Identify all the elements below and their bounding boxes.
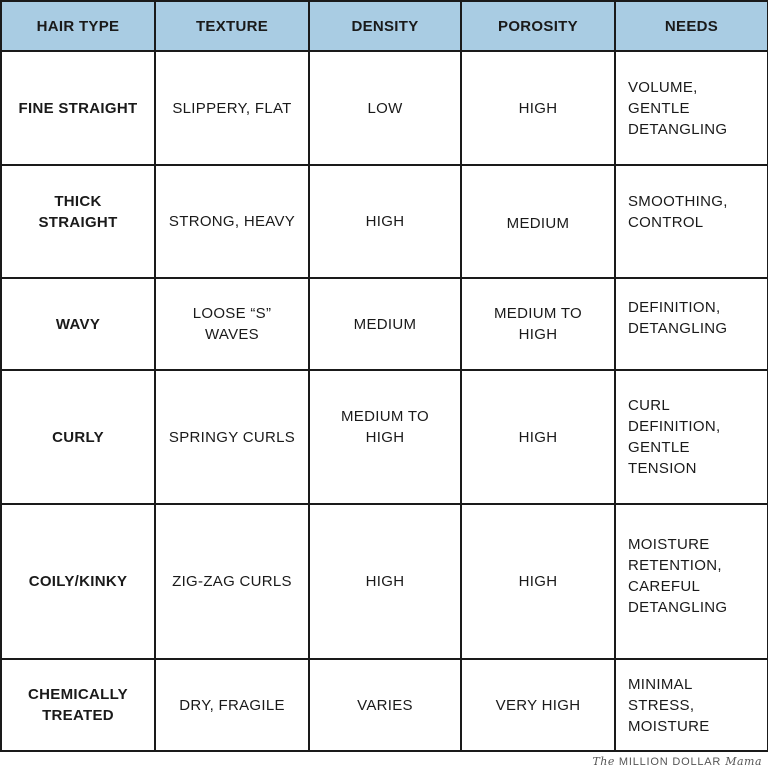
cell-text: VERY HIGH — [495, 696, 581, 714]
header-density: DENSITY — [309, 1, 461, 51]
cell-text: WAVES — [204, 326, 259, 343]
needs-line: RETENTION, — [628, 556, 722, 574]
cell-text: MEDIUM TO — [341, 408, 429, 425]
cell-text: LOW — [367, 99, 403, 117]
needs-line: DETANGLING — [628, 120, 728, 138]
cell-density — [309, 504, 461, 659]
cell-hair-type — [1, 370, 155, 504]
cell-hair-type — [1, 165, 155, 278]
needs-line: SMOOTHING, — [628, 192, 728, 210]
header-needs: NEEDS — [615, 1, 768, 51]
cell-density — [309, 659, 461, 751]
cell-needs — [615, 659, 768, 751]
cell-text: HIGH — [365, 429, 405, 446]
needs-line: TENSION — [628, 460, 697, 477]
cell-density — [309, 51, 461, 165]
cell-texture — [155, 659, 309, 751]
table-row — [1, 165, 768, 278]
header-texture: TEXTURE — [155, 1, 309, 51]
cell-hair-type — [1, 51, 155, 165]
cell-text: HIGH — [518, 428, 558, 446]
cell-text: HIGH — [518, 573, 558, 590]
cell-text: MEDIUM — [506, 215, 570, 232]
cell-text: STRONG, HEAVY — [168, 213, 296, 230]
brand-watermark — [592, 755, 762, 768]
watermark-prefix: The — [592, 755, 615, 768]
cell-texture — [155, 504, 309, 659]
cell-porosity — [461, 504, 615, 659]
needs-line: MOISTURE — [628, 535, 710, 553]
cell-density — [309, 165, 461, 278]
cell-porosity — [461, 278, 615, 370]
cell-text: SPRINGY CURLS — [168, 428, 296, 446]
table-header-row — [1, 1, 768, 51]
table-row — [1, 370, 768, 504]
needs-line: MOISTURE — [628, 717, 710, 735]
needs-line: DEFINITION, — [628, 299, 721, 316]
cell-hair-type — [1, 504, 155, 659]
cell-text: MEDIUM — [353, 315, 417, 333]
header-porosity: POROSITY — [461, 1, 615, 51]
header-hair-type: HAIR TYPE — [1, 1, 155, 51]
cell-text: HIGH — [518, 99, 558, 117]
needs-line: CAREFUL — [628, 577, 701, 595]
cell-text: HIGH — [365, 573, 405, 590]
needs-line: DETANGLING — [628, 320, 728, 337]
needs-line: STRESS, — [628, 696, 695, 714]
table-row — [1, 278, 768, 370]
needs-line: GENTLE — [628, 99, 690, 117]
watermark-caps: MILLION DOLLAR — [618, 756, 722, 768]
cell-text: COILY/KINKY — [28, 573, 128, 590]
cell-text: TREATED — [42, 707, 114, 724]
needs-line: DEFINITION, — [628, 418, 721, 435]
cell-needs — [615, 504, 768, 659]
cell-texture — [155, 165, 309, 278]
cell-text: SLIPPERY, FLAT — [172, 99, 292, 117]
cell-text: MEDIUM TO — [494, 305, 582, 322]
cell-porosity — [461, 370, 615, 504]
cell-texture — [155, 278, 309, 370]
cell-porosity — [461, 659, 615, 751]
cell-needs — [615, 165, 768, 278]
cell-hair-type — [1, 659, 155, 751]
cell-text: HIGH — [365, 213, 405, 230]
cell-text: CURLY — [52, 428, 104, 446]
cell-text: ZIG-ZAG CURLS — [172, 573, 292, 590]
cell-density — [309, 370, 461, 504]
table-row — [1, 659, 768, 751]
table-row — [1, 504, 768, 659]
cell-density — [309, 278, 461, 370]
cell-texture — [155, 370, 309, 504]
needs-line: CONTROL — [628, 213, 704, 231]
cell-needs — [615, 51, 768, 165]
needs-line: VOLUME, — [628, 78, 698, 96]
needs-line: CURL — [628, 397, 671, 414]
watermark-suffix: Mama — [725, 755, 762, 768]
cell-texture — [155, 51, 309, 165]
table-row — [1, 51, 768, 165]
cell-text: STRAIGHT — [38, 213, 118, 231]
cell-hair-type — [1, 278, 155, 370]
cell-text: FINE STRAIGHT — [18, 99, 138, 117]
needs-line: DETANGLING — [628, 598, 728, 616]
cell-needs — [615, 370, 768, 504]
cell-needs — [615, 278, 768, 370]
cell-text: WAVY — [55, 315, 101, 333]
cell-text: LOOSE “S” — [192, 305, 272, 322]
needs-line: GENTLE — [628, 439, 690, 456]
cell-text: CHEMICALLY — [28, 686, 128, 703]
cell-text: HIGH — [518, 326, 558, 343]
needs-line: MINIMAL — [628, 675, 693, 693]
cell-text: DRY, FRAGILE — [179, 696, 285, 714]
cell-porosity — [461, 51, 615, 165]
cell-text: VARIES — [357, 696, 413, 714]
cell-porosity — [461, 165, 615, 278]
cell-text: THICK — [54, 192, 102, 210]
